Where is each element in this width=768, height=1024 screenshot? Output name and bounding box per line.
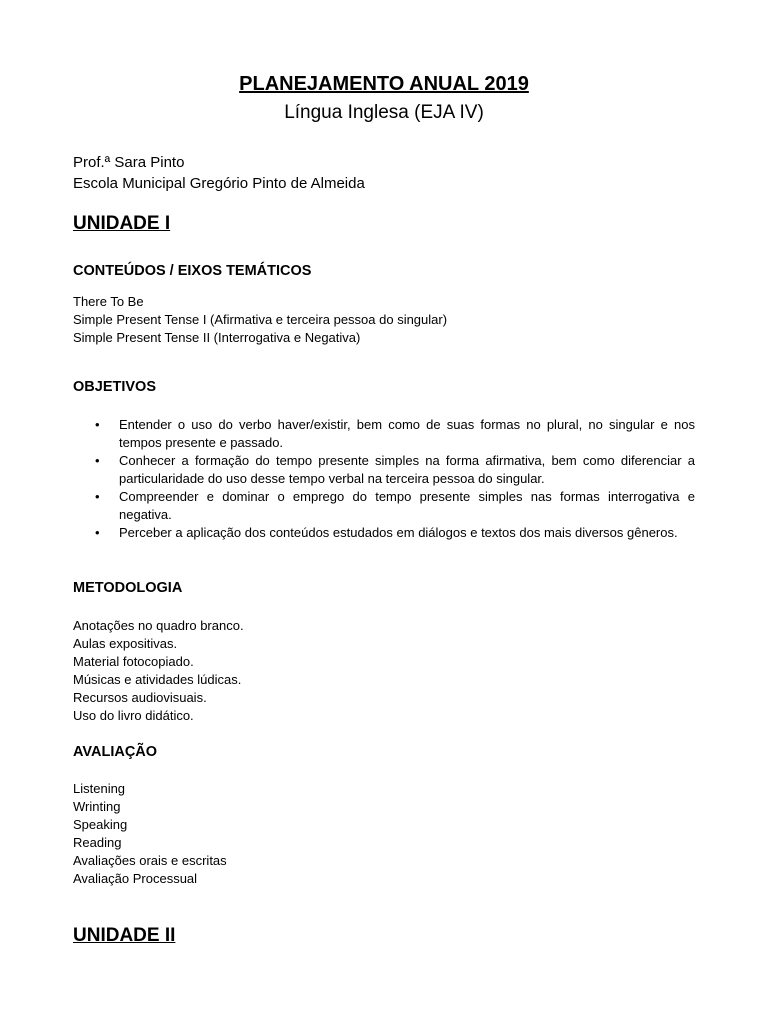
objective-item bbox=[73, 524, 695, 542]
objective-text: Perceber a aplicação dos conteúdos estudados em diálogos e textos dos mais diversos gêneros. bbox=[119, 525, 678, 540]
evaluation-item: Reading bbox=[73, 835, 122, 850]
evaluation-heading: AVALIAÇÃO bbox=[73, 744, 158, 760]
objective-text: Conhecer a formação do tempo presente simples na forma afirmativa, bem como diferenciar a particularidade do uso desse tempo verbal na terceira pessoa do singular. bbox=[119, 453, 695, 486]
contents-heading: CONTEÚDOS / EIXOS TEMÁTICOS bbox=[73, 263, 312, 279]
methodology-heading: METODOLOGIA bbox=[73, 580, 183, 596]
methodology-item: Material fotocopiado. bbox=[73, 654, 194, 669]
methodology-item: Músicas e atividades lúdicas. bbox=[73, 672, 242, 687]
methodology-list bbox=[73, 617, 244, 725]
evaluation-list bbox=[73, 780, 227, 888]
evaluation-item: Avaliação Processual bbox=[73, 871, 198, 886]
evaluation-item: Listening bbox=[73, 781, 126, 796]
contents-list bbox=[73, 293, 447, 347]
bullet-icon: • bbox=[95, 417, 100, 432]
objective-text: Entender o uso do verbo haver/existir, bem como de suas formas no plural, no singular e nos tempos presente e passado. bbox=[119, 417, 695, 450]
bullet-icon: • bbox=[95, 489, 100, 504]
contents-item: There To Be bbox=[73, 294, 144, 309]
objective-text: Compreender e dominar o emprego do tempo presente simples nas formas interrogativa e negativa. bbox=[119, 489, 695, 522]
methodology-item: Aulas expositivas. bbox=[73, 636, 178, 651]
contents-item: Simple Present Tense I (Afirmativa e terceira pessoa do singular) bbox=[73, 312, 448, 327]
methodology-item: Recursos audiovisuais. bbox=[73, 690, 207, 705]
methodology-item: Uso do livro didático. bbox=[73, 708, 194, 723]
contents-item: Simple Present Tense II (Interrogativa e Negativa) bbox=[73, 330, 361, 345]
unit-1-heading: UNIDADE I bbox=[73, 213, 171, 234]
bullet-icon: • bbox=[95, 453, 100, 468]
unit-2-heading: UNIDADE II bbox=[73, 925, 176, 946]
objective-item bbox=[73, 488, 695, 524]
objectives-list bbox=[73, 416, 695, 542]
objective-item bbox=[73, 416, 695, 452]
objectives-heading: OBJETIVOS bbox=[73, 379, 156, 395]
evaluation-item: Speaking bbox=[73, 817, 128, 832]
objective-item bbox=[73, 452, 695, 488]
bullet-icon: • bbox=[95, 525, 100, 540]
school-name: Escola Municipal Gregório Pinto de Almeida bbox=[73, 175, 365, 192]
evaluation-item: Avaliações orais e escritas bbox=[73, 853, 227, 868]
document-title: PLANEJAMENTO ANUAL 2019 bbox=[239, 73, 529, 95]
evaluation-item: Wrinting bbox=[73, 799, 121, 814]
methodology-item: Anotações no quadro branco. bbox=[73, 618, 244, 633]
document-meta bbox=[73, 152, 365, 194]
document-subtitle: Língua Inglesa (EJA IV) bbox=[284, 102, 484, 123]
teacher-name: Prof.ª Sara Pinto bbox=[73, 154, 185, 171]
